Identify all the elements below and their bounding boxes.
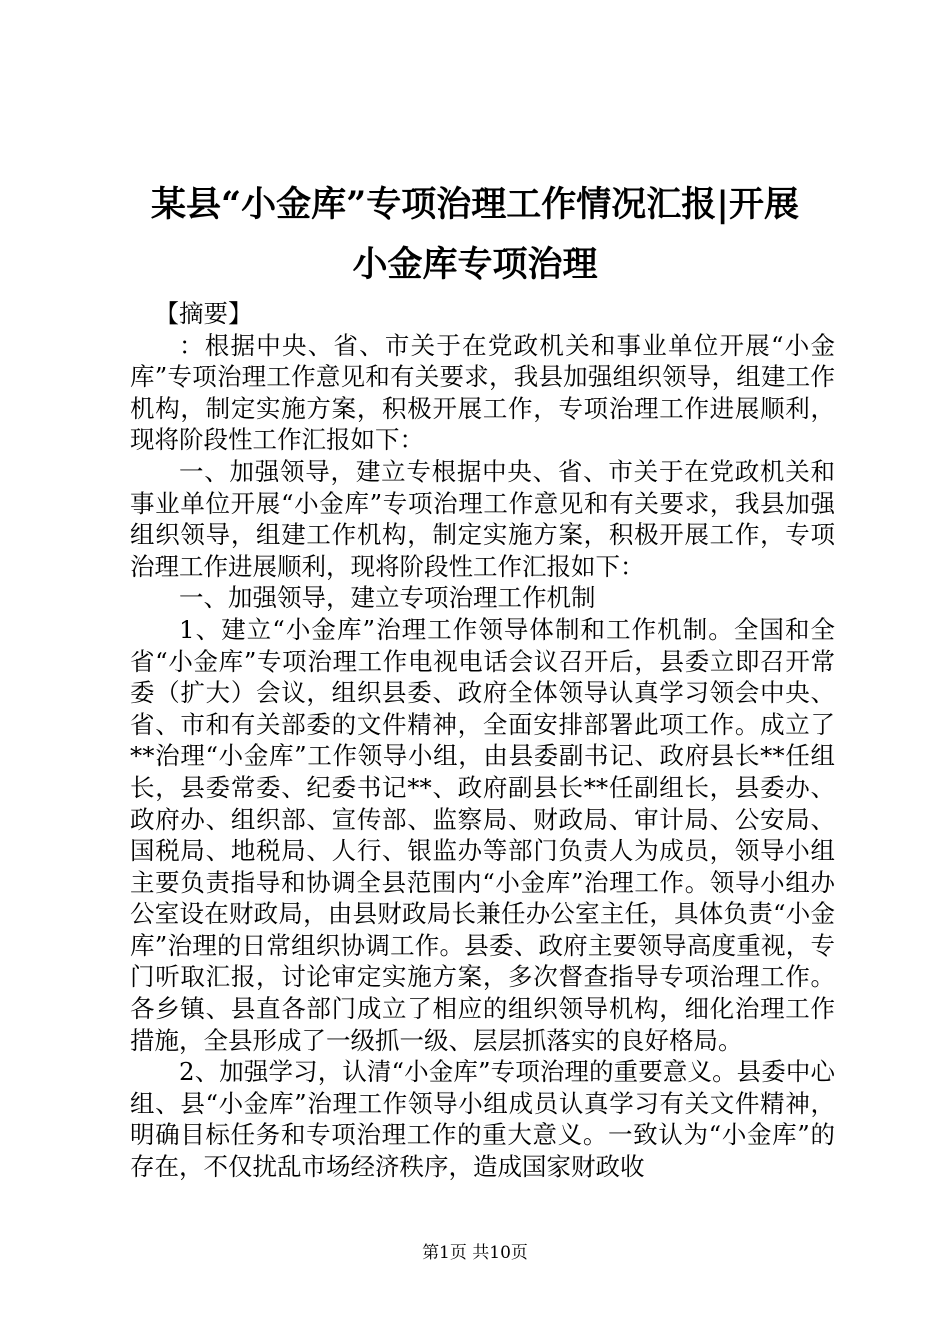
document-title-line-2: 小金库专项治理 (352, 244, 598, 285)
document-body (130, 298, 835, 1183)
document-title-line-1: 某县“小金库”专项治理工作情况汇报|开展 (151, 184, 799, 225)
abstract-label: 【摘要】 (154, 299, 253, 328)
paragraph-item-1: 1、建立“小金库”治理工作领导体制和工作机制。全国和全省“小金库”专项治理工作电视电话会议召开后，县委立即召开常委（扩大）会议，组织县委、政府全体领导认真学习领会中央、省、市和有关部委的文件精神，全面安排部署此项工作。成立了**治理“小金库”工作领导小组，由县委副书记、政府县长**任组长，县委常委、纪委书记**、政府副县长**任副组长，县委办、政府办、组织部、宣传部、监察局、财政局、审计局、公安局、国税局、地税局、人行、银监办等部门负责人为成员，领导小组主要负责指导和协调全县范围内“小金库”治理工作。领导小组办公室设在财政局，由县财政局长兼任办公室主任，具体负责“小金库”治理的日常组织协调工作。县委、政府主要领导高度重视，专门听取汇报，讨论审定实施方案，多次督查指导专项治理工作。各乡镇、县直各部门成立了相应的组织领导机构，细化治理工作措施，全县形成了一级抓一级、层层抓落实的良好格局。 (130, 614, 835, 1055)
page-footer: 第1页 共10页 (422, 1243, 528, 1263)
paragraph-intro: ：根据中央、省、市关于在党政机关和事业单位开展“小金库”专项治理工作意见和有关要求，我县加强组织领导，组建工作机构，制定实施方案，积极开展工作，专项治理工作进展顺利，现将阶段性工作汇报如下： (130, 330, 835, 455)
section-heading-one: 一、加强领导，建立专项治理工作机制 (179, 583, 596, 613)
paragraph-item-2: 2、加强学习，认清“小金库”专项治理的重要意义。县委中心组、县“小金库”治理工作领导小组成员认真学习有关文件精神，明确目标任务和专项治理工作的重大意义。一致认为“小金库”的存在，不仅扰乱市场经济秩序，造成国家财政收 (130, 1057, 835, 1182)
paragraph-section-one-repeat: 一、加强领导，建立专根据中央、省、市关于在党政机关和事业单位开展“小金库”专项治理工作意见和有关要求，我县加强组织领导，组建工作机构，制定实施方案，积极开展工作，专项治理工作进展顺利，现将阶段性工作汇报如下： (130, 456, 835, 581)
